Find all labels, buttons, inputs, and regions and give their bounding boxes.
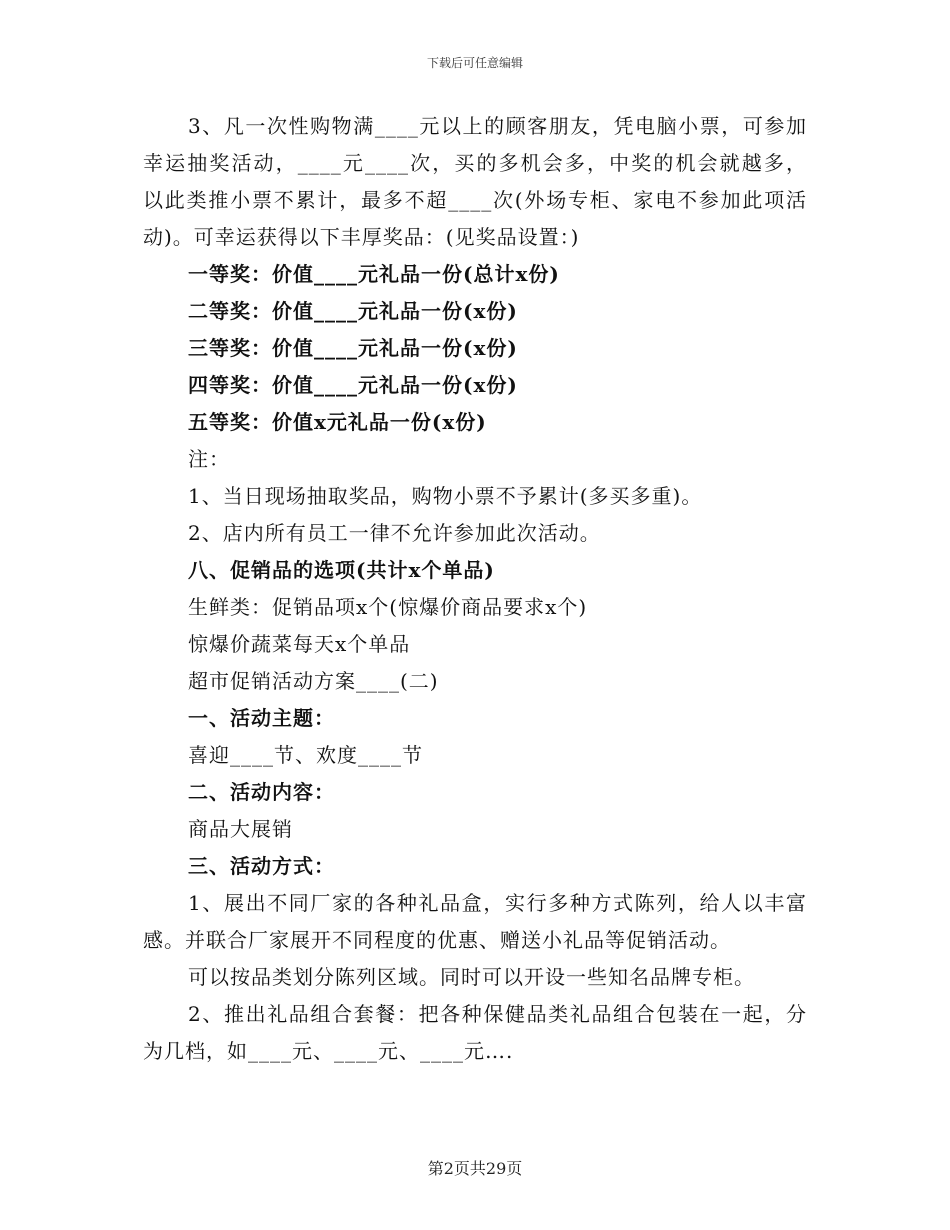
- note-item: 2、店内所有员工一律不允许参加此次活动。: [188, 521, 601, 545]
- section-heading: 三、活动方式：: [188, 854, 335, 878]
- paragraph-line: 感。并联合厂家展开不同程度的优惠、赠送小礼品等促销活动。: [143, 928, 731, 952]
- paragraph-line: 幸运抽奖活动，____元____次，买的多机会多，中奖的机会就越多，: [143, 151, 807, 175]
- page-footer: 第2页共29页: [427, 1159, 523, 1178]
- prize-line: 四等奖：价值____元礼品一份(x份): [188, 373, 518, 397]
- prize-line: 五等奖：价值x元礼品一份(x份): [188, 410, 487, 434]
- note-label: 注：: [188, 447, 230, 471]
- paragraph-line: 动)。可幸运获得以下丰厚奖品：(见奖品设置：): [143, 225, 580, 249]
- prize-line: 三等奖：价值____元礼品一份(x份): [188, 336, 518, 360]
- note-item: 1、当日现场抽取奖品，购物小票不予累计(多买多重)。: [188, 484, 703, 508]
- section-heading: 二、活动内容：: [188, 780, 335, 804]
- section-heading: 八、促销品的选项(共计x个单品): [188, 558, 495, 582]
- prize-line: 一等奖：价值____元礼品一份(总计x份): [188, 262, 560, 286]
- paragraph-line: 3、凡一次性购物满____元以上的顾客朋友，凭电脑小票，可参加: [188, 114, 807, 138]
- paragraph-line: 以此类推小票不累计，最多不超____次(外场专柜、家电不参加此项活: [143, 188, 807, 212]
- subtitle-line: 超市促销活动方案____(二): [188, 669, 439, 693]
- paragraph-line: 喜迎____节、欢度____节: [188, 743, 423, 767]
- page-header: 下载后可任意编辑: [426, 56, 523, 70]
- paragraph-line: 为几档，如____元、____元、____元….: [143, 1039, 514, 1063]
- section-heading: 一、活动主题：: [188, 706, 335, 730]
- paragraph-line: 可以按品类划分陈列区域。同时可以开设一些知名品牌专柜。: [188, 965, 755, 989]
- paragraph-line: 1、展出不同厂家的各种礼品盒，实行多种方式陈列，给人以丰富: [188, 891, 807, 915]
- paragraph-line: 2、推出礼品组合套餐：把各种保健品类礼品组合包装在一起，分: [188, 1002, 807, 1026]
- paragraph-line: 商品大展销: [188, 817, 293, 841]
- paragraph-line: 生鲜类：促销品项x个(惊爆价商品要求x个): [188, 595, 588, 619]
- document-body: [143, 108, 807, 1070]
- prize-line: 二等奖：价值____元礼品一份(x份): [188, 299, 518, 323]
- paragraph-line: 惊爆价蔬菜每天x个单品: [188, 632, 411, 656]
